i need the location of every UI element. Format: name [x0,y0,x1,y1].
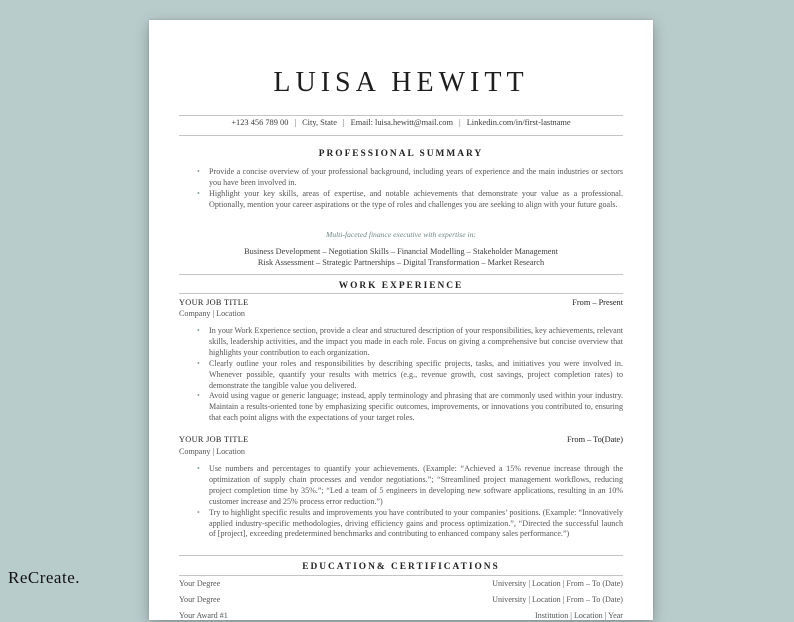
education-degree: Your Award #1 [179,611,228,620]
section-rule [179,274,623,275]
job-dates: From – To(Date) [567,435,623,444]
bullet-icon: • [197,326,200,335]
bullet-text: In your Work Experience section, provide a clear and structured description of your responsibilities, key achievements, relevant skills, leadership activities, and the impact you made in each role. Focus on giving a comprehensive but concise overview that highlights your contribution to each organization. [209,326,623,357]
job-title: YOUR JOB TITLE [179,435,249,444]
job-dates: From – Present [572,298,623,307]
contact-separator: | [342,118,345,127]
skills-line: Business Development – Negotiation Skills – Financial Modelling – Stakeholder Management [244,247,558,256]
list-item [197,167,623,189]
contact-separator: | [294,118,297,127]
resume-page [149,20,653,620]
bullet-icon: • [197,391,200,401]
job-title: YOUR JOB TITLE [179,298,249,307]
bullet-icon: • [197,188,200,198]
list-item [197,464,623,508]
education-degree: Your Degree [179,579,221,588]
education-place: Institution | Location | Year [535,611,623,620]
bullet-text: Highlight your key skills, areas of expertise, and notable achievements that demonstrate your value as a professional. Optionally, mention your career aspirations or the type of roles and challenges you are seeking to align with your future goals. [209,188,623,209]
experience-heading: WORK EXPERIENCE [338,281,464,291]
section-rule [179,555,623,556]
brand-logo: ReCreate. [8,568,80,587]
section-rule [179,293,623,294]
list-item [197,391,623,424]
bullet-text: Use numbers and percentages to quantify your achievements. (Example: “Achieved a 15% revenue increase through the optimization of supply chain processes and vendor negotiations.”; “Streamlined project management workflows, reducing project completion time by 35%.”; “Led a team of 5 engineers in developing new software applications, resulting in an 10% customer increase and 25% process error reduction.”) [209,464,623,506]
summary-bullets [197,167,623,211]
bullet-icon: • [197,167,200,176]
summary-tagline: Multi-faceted finance executive with expertise in: [326,230,476,239]
education-row [179,595,623,606]
bullet-icon: • [197,358,200,368]
education-place: University | Location | From – To (Date) [492,595,623,604]
bullet-text: Try to highlight specific results and improvements you have contributed to your companies’ positions. (Example: “Innovatively applied industry-specific methodologies, driving efficiency gains and process optimization.”, “Directed the successful launch of [project], exceeding predetermined benchmarks and contributing to enhanced company sales performance.”) [209,507,623,539]
bullet-text: Provide a concise overview of your professional background, including years of experience and the main industries or sectors you have been involved in. [209,167,623,187]
list-item [197,358,623,392]
job-company: Company | Location [179,447,245,456]
list-item [197,188,623,211]
education-row [179,611,623,622]
bullet-icon: • [197,464,200,473]
header-rule [179,115,623,116]
summary-heading: PROFESSIONAL SUMMARY [318,149,484,159]
job-bullets [197,464,623,540]
contact-phone: +123 456 789 00 [231,118,289,127]
education-row [179,579,623,590]
contact-line [149,118,653,127]
job-company: Company | Location [179,309,245,318]
contact-linkedin: Linkedin.com/in/first-lastname [466,118,571,127]
contact-email: Email: luisa.hewitt@mail.com [350,118,453,127]
education-degree: Your Degree [179,595,221,604]
bullet-text: Avoid using vague or generic language; instead, apply terminology and phrasing that are commonly used within your industry. Maintain a results-oriented tone by emphasizing specific outcomes, improvements, or innovations you contributed to, ensuring that each point aligns with the expectations of your target roles. [209,391,623,423]
contact-location: City, State [302,118,337,127]
education-heading: EDUCATION& CERTIFICATIONS [302,562,500,572]
resume-name: LUISA HEWITT [273,67,529,98]
list-item [197,326,623,359]
section-rule [179,575,623,576]
education-place: University | Location | From – To (Date) [492,579,623,588]
contact-rule [179,135,623,136]
job-bullets [197,326,623,424]
bullet-text: Clearly outline your roles and responsibilities by describing specific projects, tasks, and initiatives you were involved in. Whenever possible, quantify your results with metrics (e.g., revenue growth, cost savings, project completion rates) to demonstrate the tangible value you delivered. [209,358,623,390]
contact-separator: | [459,118,461,127]
skills-line: Risk Assessment – Strategic Partnerships – Digital Transformation – Market Research [257,258,545,267]
bullet-icon: • [197,507,200,517]
list-item [197,507,623,541]
